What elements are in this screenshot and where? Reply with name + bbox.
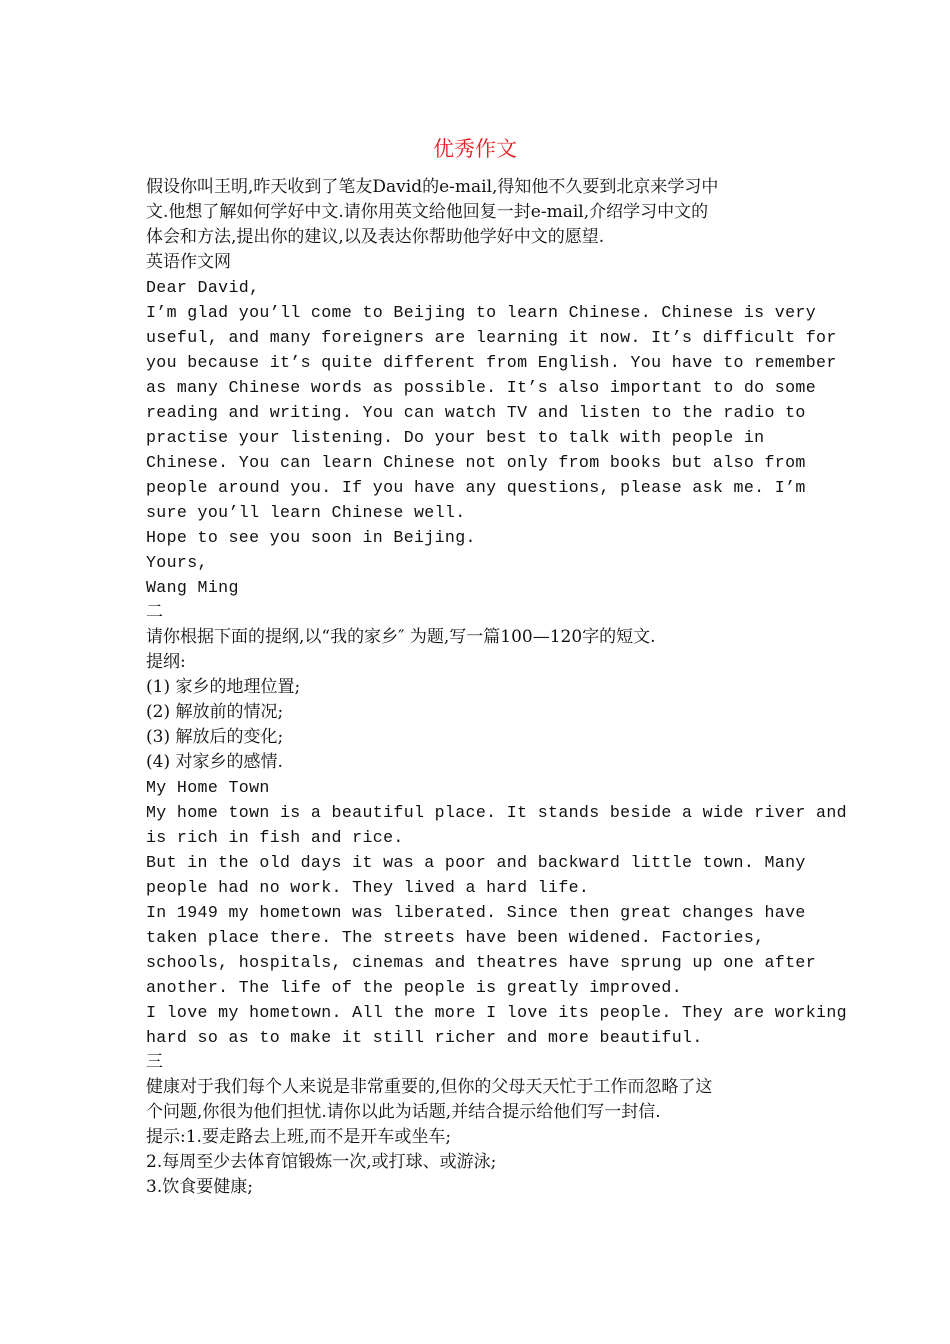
letter-body-line: useful, and many foreigners are learning it now. It’s difficult for	[146, 328, 837, 347]
letter-signature: Wang Ming	[146, 578, 239, 597]
outline-item: (4) 对家乡的感情.	[146, 752, 283, 772]
prompt-line: 健康对于我们每个人来说是非常重要的,但你的父母天天忙于工作而忽略了这	[146, 1077, 713, 1097]
outline-label: 提纲:	[146, 652, 186, 672]
essay-line: schools, hospitals, cinemas and theatres have sprung up one after	[146, 953, 817, 972]
prompt-line-3: 体会和方法,提出你的建议,以及表达你帮助他学好中文的愿望.	[146, 227, 605, 247]
letter-body-line: people around you. If you have any questions, please ask me. I’m	[146, 478, 806, 497]
essay-line: is rich in fish and rice.	[146, 828, 404, 847]
essay-line: In 1949 my hometown was liberated. Since then great changes have	[146, 903, 806, 922]
essay-line: My home town is a beautiful place. It stands beside a wide river and	[146, 803, 847, 822]
essay-line: another. The life of the people is greatly improved.	[146, 978, 683, 997]
section-number-3: 三	[146, 1052, 163, 1072]
essay-line: But in the old days it was a poor and backward little town. Many	[146, 853, 806, 872]
letter-signoff: Yours,	[146, 553, 208, 572]
section-number-2: 二	[146, 602, 163, 622]
essay-line: hard so as to make it still richer and more beautiful.	[146, 1028, 703, 1047]
letter-closing-line: Hope to see you soon in Beijing.	[146, 528, 476, 547]
prompt-line: 请你根据下面的提纲,以“我的家乡″ 为题,写一篇100—120字的短文.	[146, 627, 656, 647]
prompt-line-2: 文.他想了解如何学好中文.请你用英文给他回复一封e-mail,介绍学习中文的	[146, 202, 709, 222]
letter-body-line: I’m glad you’ll come to Beijing to learn Chinese. Chinese is very	[146, 303, 817, 322]
essay-line: people had no work. They lived a hard life.	[146, 878, 590, 897]
letter-body-line: practise your listening. Do your best to talk with people in	[146, 428, 765, 447]
document-body	[146, 175, 847, 1200]
outline-item: (3) 解放后的变化;	[146, 727, 284, 747]
hint-line: 2.每周至少去体育馆锻炼一次,或打球、或游泳;	[146, 1152, 497, 1172]
essay-line: taken place there. The streets have been widened. Factories,	[146, 928, 765, 947]
essay-line: I love my hometown. All the more I love its people. They are working	[146, 1003, 847, 1022]
letter-body-line: as many Chinese words as possible. It’s also important to do some	[146, 378, 817, 397]
prompt-line: 个问题,你很为他们担忧.请你以此为话题,并结合提示给他们写一封信.	[146, 1102, 661, 1122]
prompt-line-1: 假设你叫王明,昨天收到了笔友David的e-mail,得知他不久要到北京来学习中	[146, 177, 719, 197]
document-title: 优秀作文	[433, 137, 517, 161]
outline-item: (1) 家乡的地理位置;	[146, 677, 301, 697]
letter-salutation: Dear David,	[146, 278, 260, 297]
letter-body-line: Chinese. You can learn Chinese not only from books but also from	[146, 453, 806, 472]
essay-title: My Home Town	[146, 778, 270, 797]
hint-line: 3.饮食要健康;	[146, 1177, 253, 1197]
letter-body-line: reading and writing. You can watch TV and listen to the radio to	[146, 403, 806, 422]
outline-item: (2) 解放前的情况;	[146, 702, 284, 722]
letter-body-line: sure you’ll learn Chinese well.	[146, 503, 466, 522]
source-label: 英语作文网	[146, 252, 231, 272]
letter-body-line: you because it’s quite different from English. You have to remember	[146, 353, 837, 372]
hint-line: 提示:1.要走路去上班,而不是开车或坐车;	[146, 1127, 452, 1147]
